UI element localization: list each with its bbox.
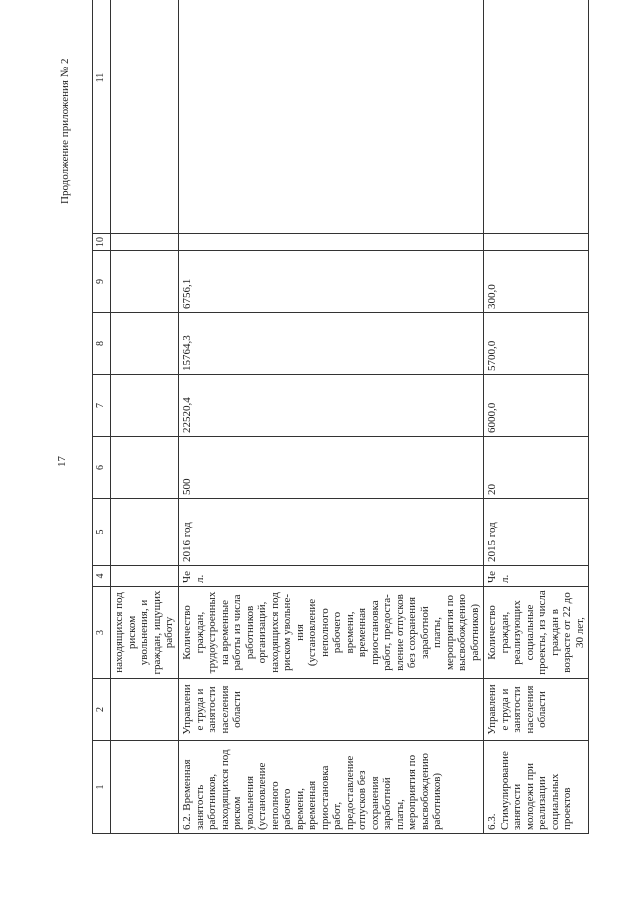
cell-total: 22520,4 xyxy=(179,375,484,437)
cell-col10 xyxy=(179,234,484,251)
cell-measure: 6.3. Стимулирование занятости молодежи при реализации социальных проектов xyxy=(484,741,589,834)
col-num-3: 3 xyxy=(93,587,111,679)
page-number: 17 xyxy=(56,456,68,467)
cell-executor xyxy=(111,679,179,741)
cell-value: 500 xyxy=(179,437,484,499)
cell-regional xyxy=(111,251,179,313)
cell-col11 xyxy=(484,0,589,234)
cell-total xyxy=(111,375,179,437)
col-num-7: 7 xyxy=(93,375,111,437)
col-num-6: 6 xyxy=(93,437,111,499)
measures-table xyxy=(92,0,589,834)
continuation-label: Продолжение приложения № 2 xyxy=(59,58,71,204)
cell-col10 xyxy=(484,234,589,251)
col-num-8: 8 xyxy=(93,313,111,375)
col-num-10: 10 xyxy=(93,234,111,251)
cell-indicator: находящихся под риском увольнения, и граждан, ищущих работу xyxy=(111,587,179,679)
cell-executor: Управление труда и занятости населения области xyxy=(484,679,589,741)
cell-executor: Управление труда и занятости населения области xyxy=(179,679,484,741)
cell-measure xyxy=(111,741,179,834)
cell-regional: 6756,1 xyxy=(179,251,484,313)
table-row xyxy=(484,0,589,834)
cell-federal: 15764,3 xyxy=(179,313,484,375)
cell-col11 xyxy=(111,0,179,234)
cell-period: 2015 год xyxy=(484,499,589,566)
cell-total: 6000,0 xyxy=(484,375,589,437)
cell-col11 xyxy=(179,0,484,234)
cell-federal xyxy=(111,313,179,375)
cell-value xyxy=(111,437,179,499)
cell-period xyxy=(111,499,179,566)
cell-unit: Чел. xyxy=(179,566,484,587)
cell-value: 20 xyxy=(484,437,589,499)
cell-federal: 5700,0 xyxy=(484,313,589,375)
cell-period: 2016 год xyxy=(179,499,484,566)
col-num-2: 2 xyxy=(93,679,111,741)
cell-indicator: Количество граждан, трудоустроенных на временные работы из числа работников организаций, находящихся под риском увольне-ния (установление неполного рабочего времени, временная приостановка работ, предоста-вление отпусков без сохранения заработной платы, мероприятия по высвобождению работников) xyxy=(179,587,484,679)
col-num-4: 4 xyxy=(93,566,111,587)
cell-regional: 300,0 xyxy=(484,251,589,313)
table-row xyxy=(111,0,179,834)
cell-measure: 6.2. Временная занятость работников, находящихся под риском увольнения (установление неполного рабочего времени, временная приостановка работ, предоставление отпусков без сохранения заработной платы, мероприятия по высвобождению работников) xyxy=(179,741,484,834)
col-num-11: 11 xyxy=(93,0,111,234)
table-row xyxy=(179,0,484,834)
cell-indicator: Количество граждан, реализующих социальные проекты, из числа граждан в возрасте от 22 до 30 лет, xyxy=(484,587,589,679)
col-num-5: 5 xyxy=(93,499,111,566)
cell-col10 xyxy=(111,234,179,251)
col-num-9: 9 xyxy=(93,251,111,313)
rotated-table-wrapper xyxy=(92,22,586,834)
cell-unit xyxy=(111,566,179,587)
col-num-1: 1 xyxy=(93,741,111,834)
column-number-row xyxy=(93,0,111,834)
cell-unit: Чел. xyxy=(484,566,589,587)
